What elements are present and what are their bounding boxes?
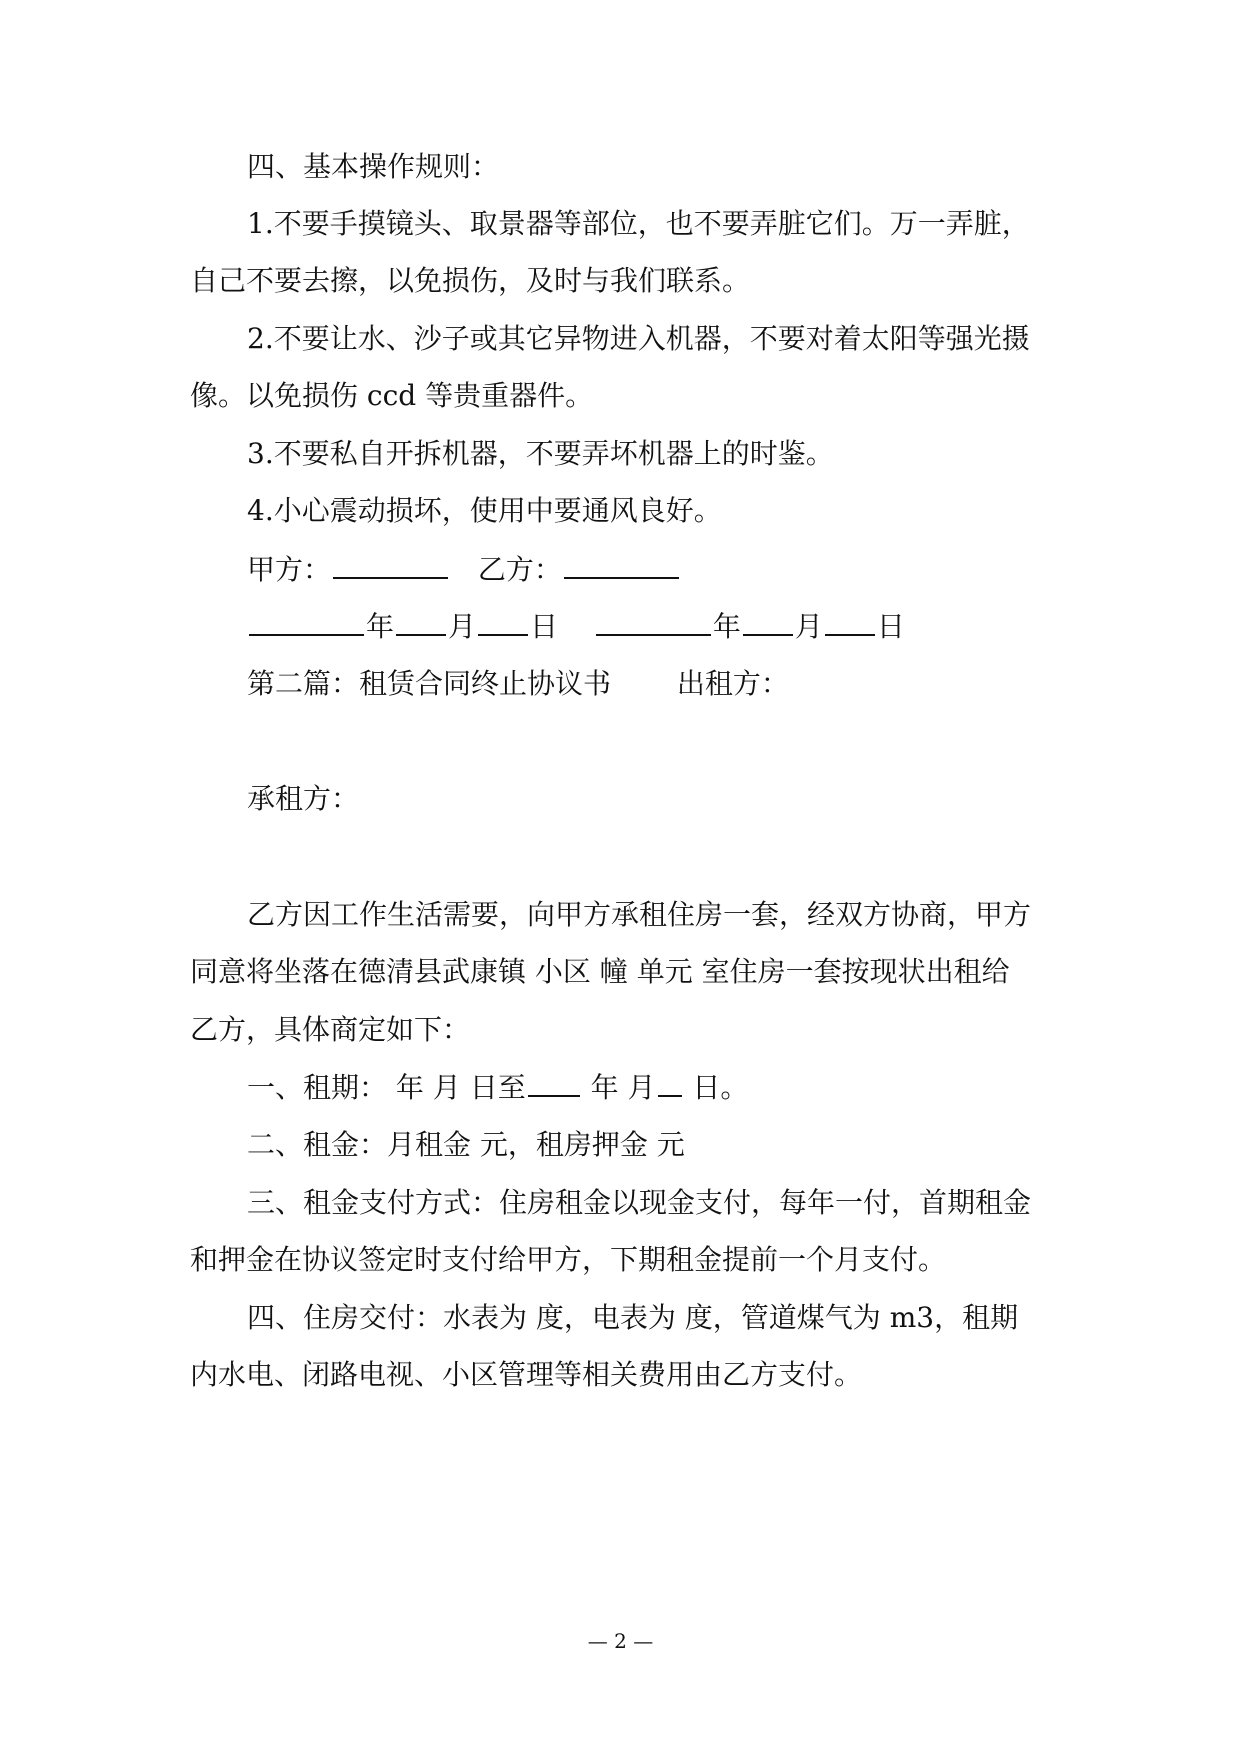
lease-term-start: 一、租期： 年 月 日至 bbox=[247, 1071, 526, 1104]
party-a-blank[interactable] bbox=[333, 549, 448, 579]
day-label: 日 bbox=[530, 610, 559, 643]
paragraph-line: 1.不要手摸镜头、取景器等部位，也不要弄脏它们。万一弄脏， bbox=[247, 207, 1030, 240]
lease-term-blank[interactable] bbox=[528, 1067, 580, 1097]
lease-term-blank[interactable] bbox=[658, 1067, 682, 1097]
paragraph-line: 乙方，具体商定如下： bbox=[190, 1013, 471, 1046]
year-label: 年 bbox=[712, 610, 741, 643]
paragraph-line: 三、租金支付方式：住房租金以现金支付，每年一付，首期租金 bbox=[247, 1186, 1032, 1219]
year-blank[interactable] bbox=[596, 606, 711, 636]
year-label: 年 bbox=[366, 610, 395, 643]
paragraph-line: 自己不要去擦，以免损伤，及时与我们联系。 bbox=[190, 264, 751, 297]
paragraph-line: 同意将坐落在德清县武康镇 小区 幢 单元 室住房一套按现状出租给 bbox=[190, 955, 1010, 988]
paragraph-line: 2.不要让水、沙子或其它异物进入机器，不要对着太阳等强光摄 bbox=[247, 322, 1030, 355]
chapter-heading-line bbox=[247, 664, 1127, 704]
day-blank[interactable] bbox=[825, 606, 875, 636]
month-label: 月 bbox=[448, 610, 477, 643]
lessee-label: 承租方： bbox=[247, 782, 360, 815]
lease-term-line bbox=[247, 1067, 1127, 1108]
signature-line bbox=[247, 549, 1127, 590]
year-blank[interactable] bbox=[249, 606, 364, 636]
month-label: 月 bbox=[794, 610, 823, 643]
paragraph-line: 二、租金：月租金 元，租房押金 元 bbox=[247, 1128, 685, 1161]
party-b-blank[interactable] bbox=[564, 549, 679, 579]
lease-term-day: 日。 bbox=[683, 1071, 749, 1104]
page-number: — 2 — bbox=[587, 1629, 654, 1653]
section-heading: 四、基本操作规则： bbox=[247, 150, 500, 183]
day-blank[interactable] bbox=[478, 606, 528, 636]
party-b-label: 乙方： bbox=[477, 553, 562, 586]
paragraph-line: 乙方因工作生活需要，向甲方承租住房一套，经双方协商，甲方 bbox=[247, 898, 1032, 931]
lease-term-end: 年 月 bbox=[581, 1071, 656, 1104]
lessor-label: 出租方： bbox=[676, 667, 789, 700]
day-label: 日 bbox=[876, 610, 905, 643]
paragraph-line: 和押金在协议签定时支付给甲方，下期租金提前一个月支付。 bbox=[190, 1243, 947, 1276]
month-blank[interactable] bbox=[396, 606, 446, 636]
paragraph-line: 四、住房交付：水表为 度，电表为 度，管道煤气为 m3，租期 bbox=[247, 1301, 1019, 1334]
chapter-title: 第二篇：租赁合同终止协议书 bbox=[247, 667, 612, 700]
paragraph-line: 3.不要私自开拆机器，不要弄坏机器上的时鉴。 bbox=[247, 437, 834, 470]
paragraph-line: 4.小心震动损坏，使用中要通风良好。 bbox=[247, 494, 722, 527]
month-blank[interactable] bbox=[743, 606, 793, 636]
date-line bbox=[247, 606, 1127, 647]
paragraph-line: 内水电、闭路电视、小区管理等相关费用由乙方支付。 bbox=[190, 1358, 863, 1391]
paragraph-line: 像。以免损伤 ccd 等贵重器件。 bbox=[190, 379, 594, 412]
party-a-label: 甲方： bbox=[247, 553, 332, 586]
